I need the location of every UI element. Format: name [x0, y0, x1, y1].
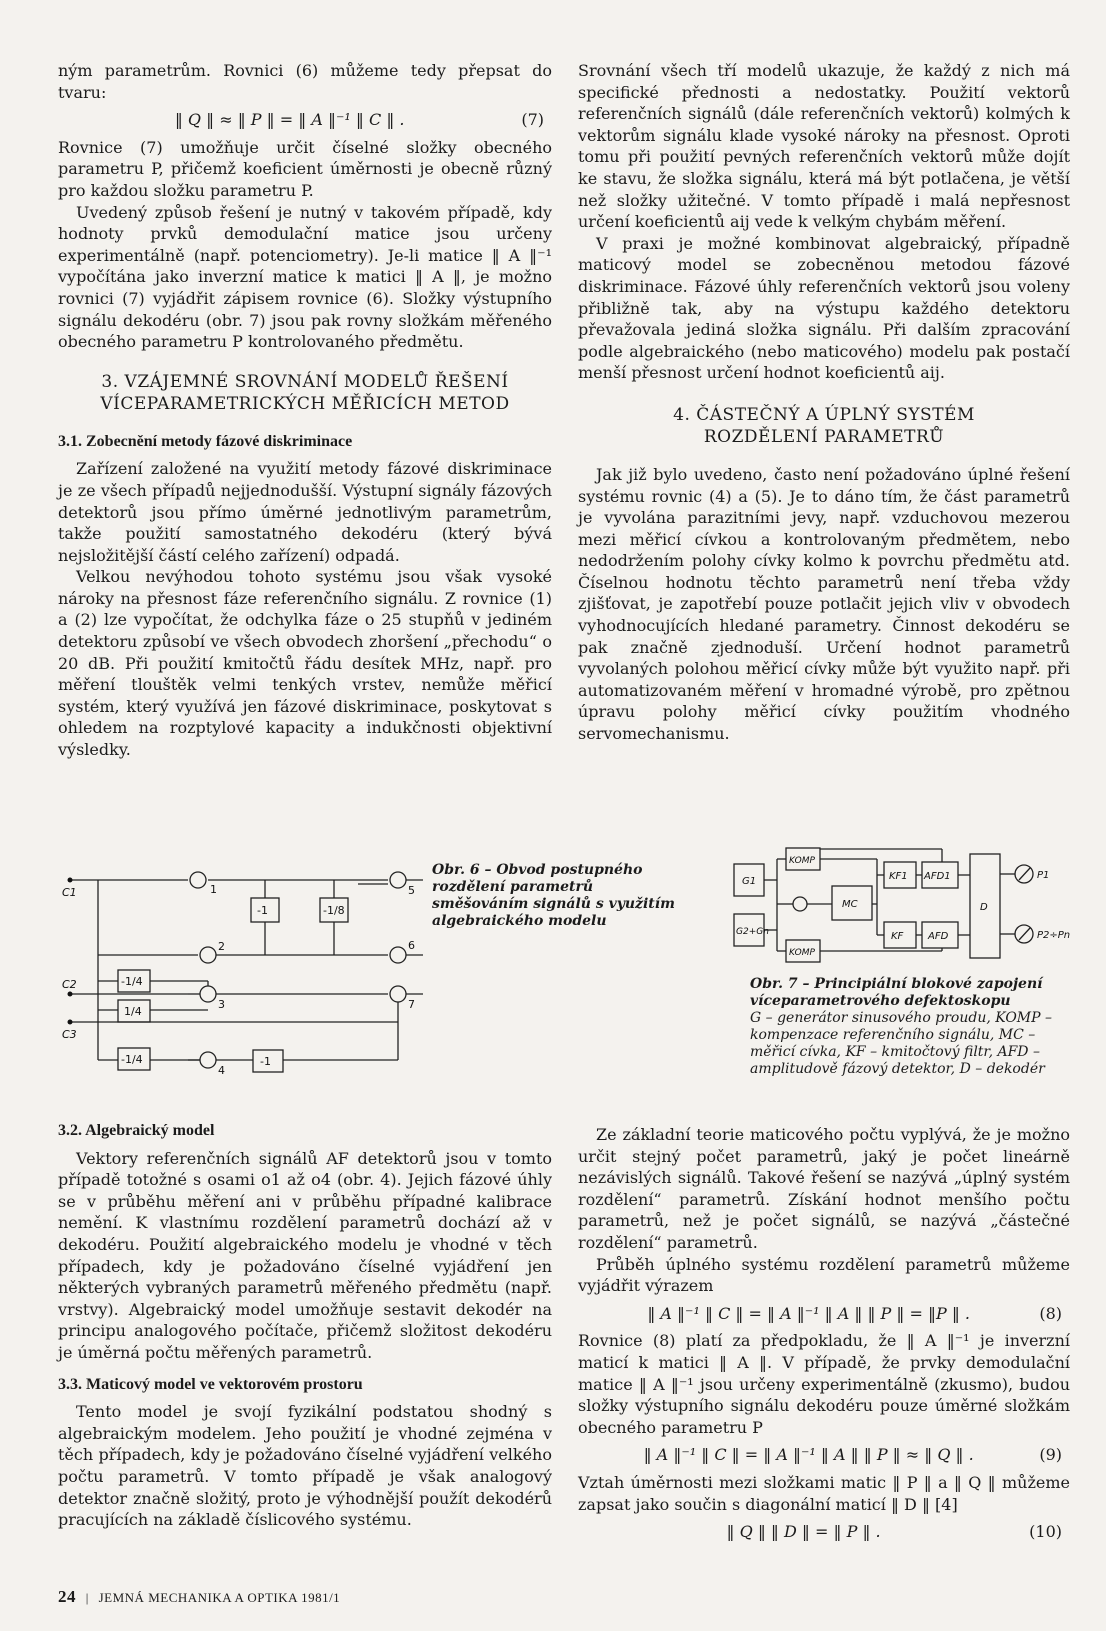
paragraph: Průběh úplného systému rozdělení parametrů můžeme vyjádřit výrazem	[578, 1254, 1070, 1296]
label-komp-1: KOMP	[789, 856, 815, 866]
journal-name: JEMNÁ MECHANIKA A OPTIKA 1981/1	[98, 1590, 341, 1605]
label-kf1: KF1	[889, 871, 908, 882]
label-g1: G1	[742, 876, 757, 887]
label-box-frac2: 1/4	[124, 1005, 142, 1018]
left-column	[58, 60, 552, 761]
label-node-3: 3	[218, 998, 225, 1011]
equation-body: ‖ Q ‖ ‖ D ‖ = ‖ P ‖ .	[726, 1522, 881, 1542]
equation-body: ‖ A ‖⁻¹ ‖ C ‖ = ‖ A ‖⁻¹ ‖ A ‖ ‖ P ‖ ≈ ‖ Q ‖ .	[643, 1445, 974, 1465]
paragraph: ným parametrům. Rovnici (6) můžeme tedy přepsat do tvaru:	[58, 61, 552, 102]
subsection-heading-3-2: 3.2. Algebraický model	[58, 1122, 215, 1139]
equation-number: (7)	[521, 110, 544, 130]
paragraph: Rovnice (8) platí za předpokladu, že ‖ A ‖⁻¹ je inverzní maticí k matici ‖ A ‖. V případě, že prvky demodulační matice ‖ A ‖⁻¹ jsou určeny experimentálně (zkusmo), budou složky výstupního signálu dekodéru pouze úměrné složkám obecného parametru P	[578, 1331, 1070, 1437]
label-node-6: 6	[408, 939, 415, 952]
label-g2: G2+Gn	[736, 927, 769, 937]
label-c1: C1	[62, 886, 77, 899]
right-column	[578, 60, 1070, 745]
heading-line: 3. VZÁJEMNÉ SROVNÁNÍ MODELŮ ŘEŠENÍ	[101, 371, 509, 392]
heading-line: ROZDĚLENÍ PARAMETRŮ	[703, 426, 945, 447]
figure-6-caption: Obr. 6 – Obvod postupného rozdělení parametrů směšováním signálů s využitím algebraického modelu	[432, 862, 675, 929]
equation-number: (9)	[1039, 1445, 1062, 1465]
paragraph: Vektory referenčních signálů AF detektorů jsou v tomto případě totožné s osami o1 až o4 (obr. 4). Jejich fázové úhly se v průběhu měření ani v průběhu případné kalibrace nemění. K vlastnímu rozdělení parametrů dochází až v dekodéru. Použití algebraického modelu je vhodné v těch případech, kdy je požadováno číselné vyjádření jen některých vybraných parametrů měřeného předmětu (např. vrstvy). Algebraický model umožňuje sestavit dekodér na principu analogového počítače, přičemž složitost dekodéru je úměrná počtu měřených parametrů.	[58, 1148, 552, 1362]
label-p1: P1	[1037, 870, 1050, 881]
label-box-neg1b: -1	[260, 1055, 271, 1068]
figure-6-diagram	[58, 862, 428, 1092]
paragraph: Srovnání všech tří modelů ukazuje, že každý z nich má specifické přednosti a nedostatky. Použití vektorů referenčních signálů (dále referenčních vektorů) kolmých k vektorům signálu klade vysoké nároky na přesnost. Oproti tomu při použití pevných referenčních vektorů může dojít ke stavu, že složka signálu, která má být potlačena, je větší než složky užitečné. V tomto případě i malá nepřesnost určení koeficientů aij vede k velkým chybám měření.	[578, 61, 1070, 232]
label-node-7: 7	[408, 998, 415, 1011]
label-mc: MC	[842, 899, 858, 910]
label-box-frac4: -1/8	[323, 904, 345, 917]
paragraph: Jak již bylo uvedeno, často není požadováno úplné řešení systému rovnic (4) a (5). Je to dáno tím, že část parametrů je vyvolána parazitními jevy, např. vzduchovou mezerou mezi měřicí cívkou a kontrolovaným předmětem, nebo nedodržením polohy cívky kolmo k povrchu předmětu atd. Číselnou hodnotu těchto parametrů není třeba vždy zjišťovat, je zapotřebí pouze potlačit jejich vliv v obvodech vyhodnocujících hledané parametry. Činnost dekodéru se pak značně zjednoduší. Určení hodnot parametrů vyvolaných polohou měřicí cívky může být využito např. při automatizovaném měření v hromadné výrobě, pro zpětnou úpravu polohy měřicí cívky použitím vhodného servomechanismu.	[578, 464, 1070, 744]
label-afd: AFD	[928, 931, 949, 942]
label-p2-pn: P2÷Pn	[1037, 930, 1071, 941]
label-kf: KF	[891, 931, 904, 942]
paragraph: Zařízení založené na využití metody fázové diskriminace je ze všech případů nejjednodušší. Výstupní signály fázových detektorů jsou přímo úměrné jednotlivým parametrům, takže použití samostatného dekodéru (který bývá nejsložitější částí celého zařízení) odpadá.	[58, 459, 552, 565]
subsection-heading-3-1: 3.1. Zobecnění metody fázové diskriminace	[58, 432, 353, 450]
paragraph: Ze základní teorie maticového počtu vyplývá, že je možno určit stejný počet parametrů, jaký je počet lineárně nezávislých signálů. Takové řešení se nazývá „úplný systém rozdělení“ parametrů. Získání hodnot menšího počtu parametrů, než je počet signálů, se nazývá „částečné rozdělení“ parametrů.	[578, 1125, 1070, 1252]
subsection-heading-3-3: 3.3. Maticový model ve vektorovém prostoru	[58, 1375, 363, 1393]
label-node-4: 4	[218, 1064, 225, 1077]
label-c3: C3	[62, 1028, 77, 1041]
block-diagram-svg	[732, 844, 1077, 969]
label-afd1: AFD1	[924, 871, 951, 882]
equation-10	[578, 1521, 1070, 1543]
equation-7	[58, 109, 552, 131]
figure-7-caption	[750, 976, 1070, 1078]
label-box-frac1: -1/4	[121, 975, 143, 988]
right-column-lower	[578, 1124, 1070, 1549]
figure-7-caption-legend: G – generátor sinusového proudu, KOMP – kompenzace referenčního signálu, MC – měřicí cívka, KF – kmitočtový filtr, AFD – amplitudově fázový detektor, D – dekodér	[750, 1010, 1053, 1077]
label-box-neg1: -1	[257, 904, 268, 917]
label-node-5: 5	[408, 884, 415, 897]
heading-line: VÍCEPARAMETRICKÝCH MĚŘICÍCH METOD	[100, 393, 510, 414]
page-footer: 24 | JEMNÁ MECHANIKA A OPTIKA 1981/1	[58, 1587, 341, 1606]
paragraph: Rovnice (7) umožňuje určit číselné složky obecného parametru P, přičemž koeficient úměrnosti je obecně různý pro každou složku parametru P.	[58, 137, 552, 200]
equation-body: ‖ Q ‖ ≈ ‖ P ‖ = ‖ A ‖⁻¹ ‖ C ‖ .	[174, 110, 405, 130]
equation-9	[578, 1444, 1070, 1466]
label-box-frac3: -1/4	[121, 1053, 143, 1066]
label-c2: C2	[62, 978, 77, 991]
equation-body: ‖ A ‖⁻¹ ‖ C ‖ = ‖ A ‖⁻¹ ‖ A ‖ ‖ P ‖ = ‖P ‖ .	[647, 1303, 970, 1323]
label-node-2: 2	[218, 940, 225, 953]
paragraph: Vztah úměrnosti mezi složkami matic ‖ P ‖ a ‖ Q ‖ můžeme zapsat jako součin s diagonální maticí ‖ D ‖ [4]	[578, 1472, 1070, 1514]
circuit-diagram-svg	[58, 862, 428, 1092]
equation-8	[578, 1303, 1070, 1325]
paragraph: Uvedený způsob řešení je nutný v takovém případě, kdy hodnoty prvků demodulační matice jsou určeny experimentálně (např. potenciometry). Je-li matice ‖ A ‖⁻¹ vypočítána jako inverzní matice k matici ‖ A ‖, je možno rovnici (7) vyjádřit zápisem rovnice (6). Složky výstupního signálu dekodéru (obr. 7) jsou pak rovny složkám měřeného obecného parametru P kontrolovaného předmětu.	[58, 202, 552, 352]
page-number: 24	[58, 1587, 76, 1606]
section-heading-3	[58, 371, 552, 415]
equation-number: (10)	[1029, 1522, 1062, 1542]
figure-7-diagram	[732, 844, 1077, 969]
section-heading-4	[578, 404, 1070, 448]
heading-line: 4. ČÁSTEČNÝ A ÚPLNÝ SYSTÉM	[673, 404, 975, 425]
label-node-1: 1	[210, 883, 217, 896]
label-decoder: D	[980, 902, 988, 913]
left-column-lower	[58, 1120, 552, 1531]
label-komp-2: KOMP	[789, 948, 815, 958]
paragraph: V praxi je možné kombinovat algebraický, případně maticový model se zobecněnou metodou fázové diskriminace. Fázové úhly referenčních vektorů jsou voleny přibližně tak, aby na výstupu každého detektoru převažovala jediná složka signálu. Při dalším zpracování podle algebraického (nebo maticového) modelu pak postačí menší přesnost určení hodnot koeficientů aij.	[578, 233, 1070, 383]
paragraph: Velkou nevýhodou tohoto systému jsou však vysoké nároky na přesnost fáze referenčního signálu. Z rovnice (1) a (2) lze vypočítat, že odchylka fáze o 25 stupňů v jediném detektoru způsobí ve všech obvodech zhoršení „přechodu“ o 20 dB. Při použití kmitočtů řádu desítek MHz, např. pro měření tlouštěk velmi tenkých vrstev, nemůže měřicí systém, který využívá jen fázové diskriminace, poskytovat s ohledem na rozptylové kapacity a indukčnosti objektivní výsledky.	[58, 567, 552, 760]
equation-number: (8)	[1039, 1303, 1062, 1323]
paragraph: Tento model je svojí fyzikální podstatou shodný s algebraickým modelem. Jeho použití je vhodné zejména v těch případech, kdy je požadováno číselné vyjádření velkého počtu parametrů. V tomto případě je však analogový detektor značně složitý, proto je výhodnější použít dekodérů pracujících na základě číslicového systému.	[58, 1402, 552, 1530]
figure-7-caption-title: Obr. 7 – Principiální blokové zapojení víceparametrového defektoskopu	[750, 976, 1043, 1009]
